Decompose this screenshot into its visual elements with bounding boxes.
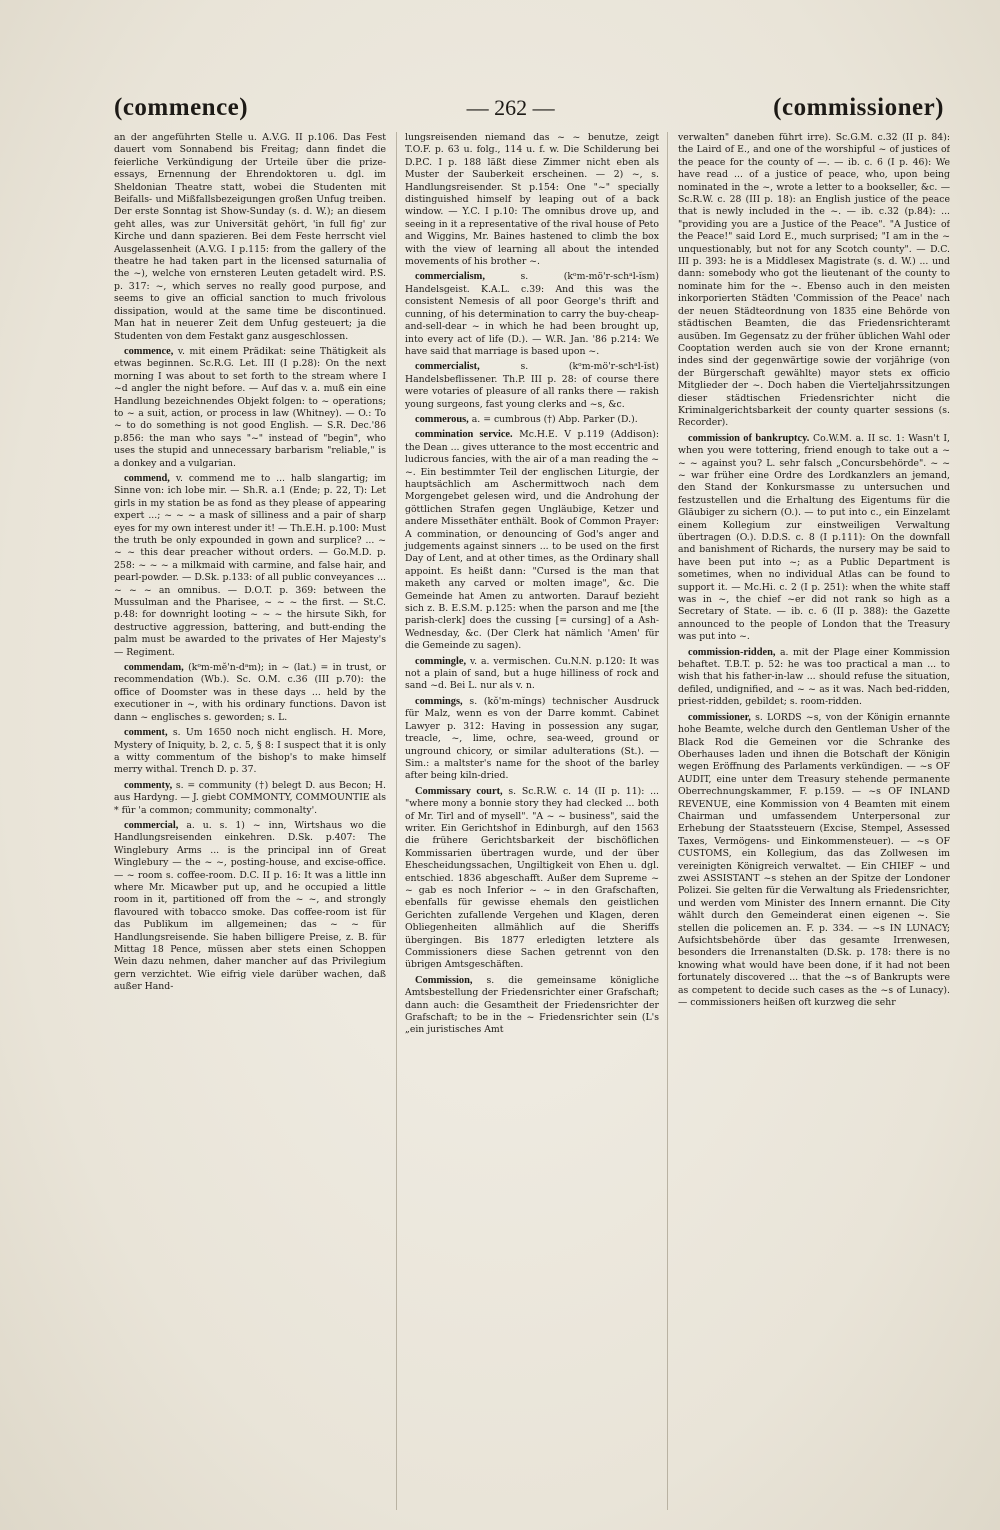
entry-headword: commenty, — [124, 779, 173, 791]
dictionary-entry — [405, 414, 659, 426]
entry-headword: commission-ridden, — [688, 646, 776, 658]
entry-continuation — [678, 132, 950, 430]
dictionary-entry — [405, 361, 659, 411]
entry-text: s. LORDS ~s, von der Königin ernannte hohe Beamte, welche durch den Gentleman Usher of the Black Rod die Gemeinen vor die Schranke des Oberhauses laden und ihnen die Botschaft der Königin wegen Eröffnung des Parlaments verkündigen. — ~s OF AUDIT, eine unter dem Treasury stehende permanente Oberrechnungskammer, F. p.159. — ~s OF INLAND REVENUE, eine Kommission von 4 Beamten mit einem Chairman und umfassendem Unterpersonal zur Erhebung der Staatssteuern (Excise, Stempel, Assessed Taxes, Vermögens- und Einkommensteuer). — ~s OF CUSTOMS, ein Kollegium, das das Zollwesen im vereinigten Königreich verwaltet. — Ein CHIEF ~ und zwei ASSISTANT ~s stehen an der Spitze der Londoner Polizei. Sie gelten für die Verwaltung als Friedensrichter, und werden vom Minister des Innern ernannt. Die City wählt durch den Gemeinderat einen eigenen ~. Sie stellen die policemen an. F. p. 334. — ~s IN LUNACY; Aufsichtsbehörde über das gesamte Irrenwesen, besonders die Irrenanstalten (D.Sk. p. 178: there is no knowing what would have been done, if it had not been fortunately discovered ... that the ~s of Bankrupts were as competent to decide such cases as the ~s of Lunacy). — commissioners heißen oft kurzweg die sehr — [678, 711, 950, 1009]
dictionary-entry — [678, 712, 950, 1010]
entry-headword: commings, — [415, 695, 463, 707]
entry-headword: commercialist, — [415, 361, 480, 373]
entry-text: Co.W.M. a. II sc. 1: Wasn't I, when you were tottering, friend enough to take out a ~ ~ ~ against you? L. sehr falsch „Concursbehörde". ~ ~ ~ war früher eine Ordre des Lordkanzlers an jemand, den Stand der Konkursmasse zu untersuchen und festzustellen und die Erhaltung des Eigentums für die Gläubiger zu sichern (O.). — to put into c., ein Einzelamt einem Kollegium zur einstweiligen Verwaltung übertragen (O.). D.D.S. c. 8 (I p.111): On the downfall and banishment of Richards, the nursery may be said to have been put into ~; as a Public Department is sometimes, when no individual Atlas can be found to support it. — Mc.Hi. c. 2 (I p. 251): when the white staff was in ~, the chief ~er did not rank so high as a Secretary of State. — ib. c. 6 (II p. 388): the Gazette announced to the people of London that the Treasury was put into ~. — [678, 432, 950, 643]
dictionary-entry — [405, 786, 659, 972]
entry-text: a. u. s. 1) ~ inn, Wirtshaus wo die Handlungsreisenden einkehren. D.Sk. p.407: The Winglebury Arms ... is the principal inn of Great Winglebury — the ~ ~, posting-house, and excise-office. — ~ room s. coffee-room. D.C. II p. 16: It was a little inn where Mr. Micawber put up, and he occupied a little room in it, partitioned off from the ~ ~, and strongly flavoured with tobacco smoke. Das coffee-room ist für das Publikum im allgemeinen; das ~ ~ für Handlungsreisende. Sie haben billigere Preise, z. B. für Mittag 18 Pence, müssen aber stets einen Schoppen Wein dazu nehmen, daher mancher auf das Privilegium gern verzichtet. Wie eifrig viele darüber wachen, daß außer Hand- — [114, 819, 386, 993]
dictionary-entry — [405, 696, 659, 783]
entry-text: Mc.H.E. V p.119 (Addison): the Dean ... gives utterance to the most eccentric and ludicrous fancies, with the air of a man reading the ~ ~. Ein bestimmter Teil der englischen Liturgie, der hauptsächlich am Aschermittwoch nach dem Morgengebet gelesen wird, und die Androhung der göttlichen Strafen gegen Ungläubige, Ketzer und andere Missethäter enthält. Book of Common Prayer: A commination, or denouncing of God's anger and judgements against sinners ... to be used on the first Day of Lent, and at other times, as the Ordinary shall appoint. Es heißt dann: "Cursed is the man that maketh any carved or molten image", &c. Die Gemeinde hat Amen zu antworten. Darauf bezieht sich z. B. E.S.M. p.125: when the parson and me [the parish-clerk] does the cussing [= cursing] of a Ash-Wednesday, &c. (Der Clerk hat nämlich 'Amen' für die Gemeinde zu sagen). — [405, 429, 659, 652]
entry-text: v. mit einem Prädikat: seine Thätigkeit als etwas beginnen. Sc.R.G. Let. III (I p.28): On the next morning I was about to set forth to the stream where I ~d angler the night before. — Auf das v. a. muß ein eine Handlung bezeichnendes Objekt folgen: to ~ operations; to ~ a suit, action, or process in law (Whitney). — O.: To ~ to do something is not good English. — S.R. Dec.'86 p.856: the man who says "~" instead of "begin", who uses the stupid and unnecessary barbarism "reliable," is a donkey and a vulgarian. — [114, 345, 386, 469]
entry-continuation — [405, 132, 659, 268]
entry-text: s. = community (†) belegt D. aus Becon; H. aus Hardyng. — J. giebt COMMONTY, COMMOUNTIE als * für 'a common; community; commonalty'. — [114, 779, 386, 816]
entry-text: an der angeführten Stelle u. A.V.G. II p.106. Das Fest dauert vom Sonnabend bis Freitag; dann findet die feierliche Verkündigung der Urteile über die prize-essays, Ernennung der Ehrendoktoren u. dgl. im Sheldonian Theatre statt, wobei die Studenten mit Beifalls- und Mißfallsbezeigungen großen Unfug treiben. Der erste Sonntag ist Show-Sunday (s. d. W.); an diesem geht alles, was zur Universität gehört, 'in full fig' zur Kirche und dann spazieren. Bei dem Feste herrscht viel Ausgelassenheit (A.V.G. I p.115: from the gallery of the theatre he had taken part in the licensed saturnalia of the ~), welche von ernsteren Leuten getadelt wird. P.S. p. 317: ~, which serves no really good purpose, and seems to give an official sanction to much frivolous dissipation, would at the same time be discontinued. Man hat in neuerer Zeit dem Unfug gesteuert; ja die Studenten von dem Festakt ganz ausgeschlossen. — [114, 132, 386, 342]
column-1 — [114, 132, 386, 1510]
entry-headword: commend, — [124, 472, 170, 484]
entry-headword: commerous, — [415, 413, 469, 425]
dictionary-entry — [114, 780, 386, 817]
entry-headword: commination service. — [415, 429, 513, 441]
dictionary-entry — [678, 647, 950, 709]
page-header — [114, 88, 944, 128]
entry-text: s. Sc.R.W. c. 14 (II p. 11): ... "where mony a bonnie story they had clecked ... both of Mr. Tirl and of mysell". "A ~ ~ business", said the writer. Ein Gerichtshof in Edinburgh, auf den 1563 die frühere Gerichtsbarkeit der bischöflichen Kommissarien übertragen wurde, und der über Ehescheidungssachen, Ungiltigkeit von Ehen u. dgl. entschied. 1836 abgeschafft. Außer dem Supreme ~ ~ gab es noch Inferior ~ ~ in den Grafschaften, ebenfalls für gewisse ehemals den geistlichen Gerichten zufallende Vergehen und Klagen, deren Obliegenheiten allmählich auf die Sheriffs übergingen. Bis 1877 erledigten letztere als Commissioners diese Sachen getrennt von den übrigen Amtsgeschäften. — [405, 785, 660, 971]
entry-headword: commission of bankruptcy. — [688, 432, 810, 444]
column-3 — [678, 132, 950, 1510]
entry-text: (kᵒm-mĕ'n-dᵃm); in ~ (lat.) = in trust, or recommendation (Wb.). Sc. O.M. c.36 (III p.70): the office of Doomster was in these days ... held by the executioner in ~, with his ordinary functions. Davon ist dann ~ englisches s. geworden; s. L. — [114, 662, 386, 723]
dictionary-entry — [114, 473, 386, 659]
dictionary-entry — [114, 346, 386, 470]
dictionary-entry — [114, 727, 386, 777]
entry-text: s. Um 1650 noch nicht englisch. H. More, Mystery of Iniquity, b. 2, c. 5, § 8: I suspect that it is only a witty commentum of the bishop's to make himself merry withal. Trench D. p. 37. — [114, 727, 386, 776]
entry-headword: Commissary court, — [415, 785, 503, 797]
entry-text: verwalten" daneben führt irre). Sc.G.M. c.32 (II p. 84): the Laird of E., and one of the worshipful ~ of justices of the peace for the county of —. — ib. c. 6 (I p. 46): We have read ... of a justice of peace, who, upon being nominated in the ~, wrote a letter to a bookseller, &c. — Sc.R.W. c. 28 (III p. 18): an English justice of the peace that is newly included in the ~. — ib. c.32 (p.84): ... "providing you are a Justice of the Peace". "A Justice of the Peace!" said Lord E., much surprised; "I am in the ~ unquestionably, but not for any Scotch county". — D.C. III p. 393: he is a Middlesex Magistrate (s. d. W.) ... und dann: somebody who got the lieutenant of the county to nominate him for the ~. Ebenso auch in den meisten inkorporierten Städten 'Commission of the Peace' nach der neuen Städteordnung von 1835 eine Behörde von städtischen Beamten, die das Friedensrichteramt ausüben. Im Gegensatz zu der früher üblichen Wahl oder Cooptation werden auch sie von der Krone ernannt; indes sind der gegenwärtige sowie der vorjährige (von der Bürgerschaft gewählte) mayor stets ex officio Mitglieder der ~. Doch haben die Vierteljahrssitzungen dieser städtischen Friedensrichter nicht die Kriminalgerichtsbarkeit der county quarter sessions (s. Recorder). — [678, 132, 950, 429]
entry-text: s. (kᵒm-mö'r-schᵃl-ĭsm) Handelsgeist. K.A.L. c.39: And this was the consistent Nemesis of all poor George's thrift and cunning, of his determination to carry the buy-cheap-and-sell-dear ~ in which he had been brought up, into every act of life (D.). — W.R. Jan. '86 p.214: We have said that marriage is based upon ~. — [405, 271, 659, 357]
text-columns — [114, 132, 950, 1510]
entry-continuation — [114, 132, 386, 343]
dictionary-entry — [405, 656, 659, 693]
entry-text: s. die gemeinsame königliche Amtsbestellung der Friedensrichter einer Grafschaft; dann auch: die Gesamtheit der Friedensrichter der Grafschaft; to be in the ~ Friedensrichter sein (L's „ein juristisches Amt — [405, 974, 659, 1036]
entry-text: a. mit der Plage einer Kommission behaftet. T.B.T. p. 52: he was too practical a man ... to wish that his father-in-law ... should refuse the situation, defiled, undignified, and ~ ~ as it was. Nach bed-ridden, priest-ridden, gebildet; s. room-ridden. — [678, 646, 950, 708]
dictionary-entry — [405, 271, 659, 358]
dictionary-entry — [678, 433, 950, 644]
entry-headword: commence, — [124, 345, 174, 357]
entry-text: s. (kᵒm-mö'r-schᵃl-ĭst) Handelsbeflissener. Th.P. III p. 28: of course there were votaries of pleasure of all ranks there — rakish young surgeons, fast young clerks and ~s, &c. — [405, 361, 659, 410]
page-number: — 262 — — [466, 95, 555, 120]
entry-headword: Commission, — [415, 974, 473, 986]
dictionary-entry — [114, 820, 386, 994]
entry-text: a. = cumbrous (†) Abp. Parker (D.). — [471, 413, 638, 425]
dictionary-entry — [405, 975, 659, 1037]
entry-text: v. commend me to ... halb slangartig; im Sinne von: ich lobe mir. — Sh.R. a.1 (Ende; p. 22, T): Let girls in my station be as fond as they please of appearing expert ...; ~ ~ ~ a mask of silliness and a pair of sharp eyes for my own interest under it! — Th.E.H. p.100: Must the truth be only expounded in gown and surplice? ... ~ ~ ~ this dear preacher without orders. — Go.M.D. p. 258: ~ ~ ~ a milkmaid with carmine, and false hair, and pearl-powder. — D.Sk. p.133: of all public conveyances ... ~ ~ ~ an omnibus. — D.O.T. p. 369: between the Mussulman and the Pharisee, ~ ~ ~ the first. — St.C. p.48: for downright looting ~ ~ ~ the hirsute Sikh, for destructive aggression, battering, and butt-ending the palm must be awarded to the privates of Her Majesty's — Regiment. — [114, 472, 386, 658]
entry-headword: commingle, — [415, 655, 467, 667]
entry-text: lungsreisenden niemand das ~ ~ benutze, zeigt T.O.F. p. 63 u. folg., 114 u. f. w. Die Schilderung bei D.P.C. I p. 188 läßt diese Zimmer nicht eben als Muster der Sauberkeit erscheinen. — 2) ~, s. Handlungsreisender. St p.154: One "~" specially distinguished himself by leaping out of a back window. — Y.C. I p.10: The omnibus drove up, and seeing in it a representative of the rival house of Peto and Wiggins, Mr. Baines hastened to climb the box with the view of learning all about the intended movements of his brother ~. — [405, 132, 659, 268]
entry-headword: commendam, — [124, 662, 184, 674]
entry-headword: commissioner, — [688, 711, 751, 723]
entry-headword: comment, — [124, 727, 168, 739]
right-running-head: (commissioner) — [773, 94, 944, 121]
entry-text: s. (kŏ'm-mĭngs) technischer Ausdruck für Malz, wenn es von der Darre kommt. Cabinet Lawyer p. 312: Having in possession any sugar, treacle, ~, lime, ochre, sea-weed, ground or unground chicory, or similar adulterations (St.). — Sim.: a maltster's name for the shoot of the barley after being kiln-dried. — [405, 695, 659, 782]
left-running-head: (commence) — [114, 94, 249, 121]
entry-text: v. a. vermischen. Cu.N.N. p.120: It was not a plain of sand, but a huge hilliness of rock and sand ~d. Bei L. nur als v. n. — [405, 655, 659, 692]
column-2 — [396, 132, 668, 1510]
entry-headword: commercialism, — [415, 271, 485, 283]
dictionary-entry — [405, 429, 659, 652]
dictionary-entry — [114, 662, 386, 724]
entry-headword: commercial, — [124, 819, 179, 831]
